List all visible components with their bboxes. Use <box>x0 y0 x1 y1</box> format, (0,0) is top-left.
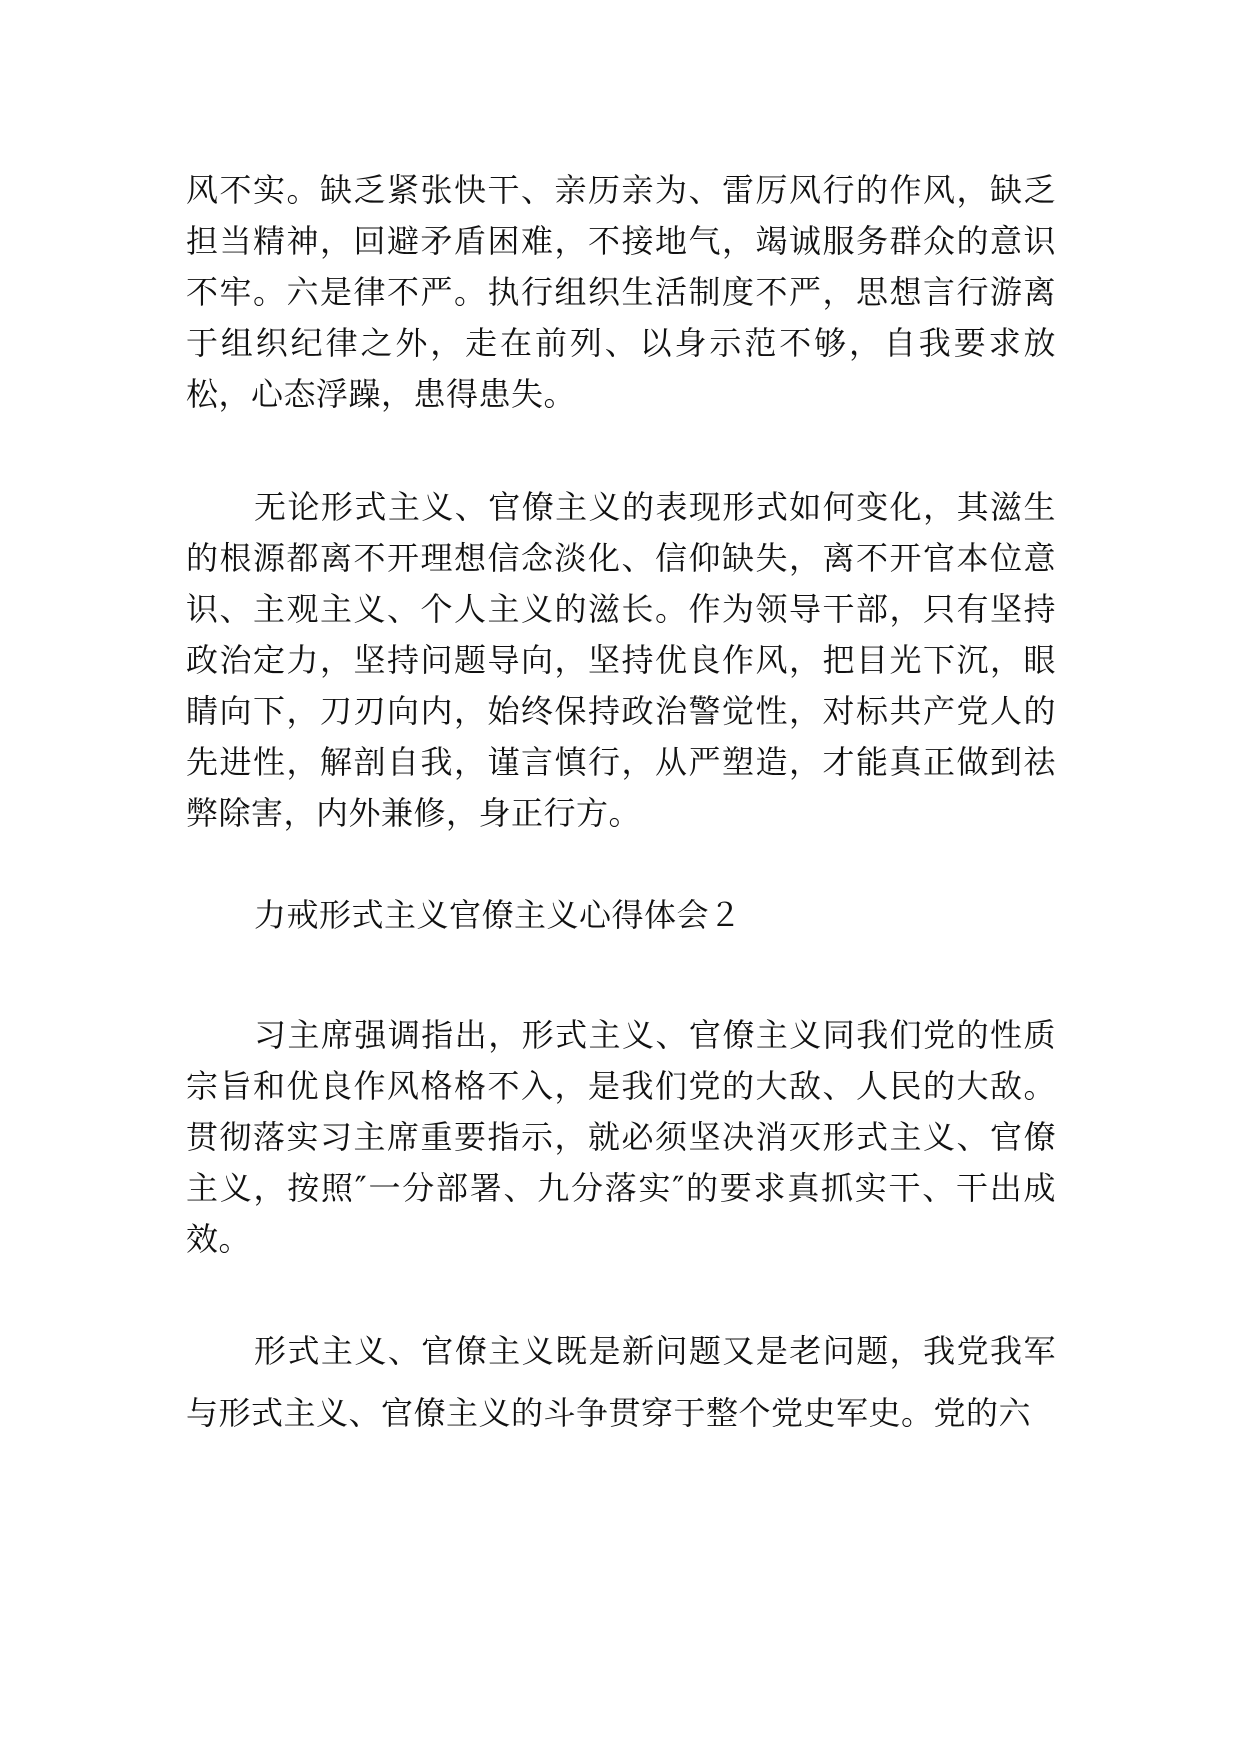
paragraph-history: 形式主义、官僚主义既是新问题又是老问题，我党我军与形式主义、官僚主义的斗争贯穿于整个党史军史。党的六 <box>186 1332 1056 1432</box>
section-heading: 力戒形式主义官僚主义心得体会２ <box>254 896 742 934</box>
paragraph-continuation: 风不实。缺乏紧张快干、亲历亲为、雷厉风行的作风，缺乏担当精神，回避矛盾困难，不接地气，竭诚服务群众的意识不牢。六是律不严。执行组织生活制度不严，思想言行游离于组织纪律之外，走在前列、以身示范不够，自我要求放松，心态浮躁，患得患失。 <box>186 171 1056 413</box>
paragraph-root-causes: 无论形式主义、官僚主义的表现形式如何变化，其滋生的根源都离不开理想信念淡化、信仰缺失，离不开官本位意识、主观主义、个人主义的滋长。作为领导干部，只有坚持政治定力，坚持问题导向，坚持优良作风，把目光下沉，眼睛向下，刀刃向内，始终保持政治警觉性，对标共产党人的先进性，解剖自我，谨言慎行，从严塑造，才能真正做到祛弊除害，内外兼修，身正行方。 <box>186 488 1056 832</box>
paragraph-instruction: 习主席强调指出，形式主义、官僚主义同我们党的性质宗旨和优良作风格格不入，是我们党的大敌、人民的大敌。贯彻落实习主席重要指示，就必须坚决消灭形式主义、官僚主义，按照″一分部署、九分落实″的要求真抓实干、干出成效。 <box>186 1016 1056 1258</box>
